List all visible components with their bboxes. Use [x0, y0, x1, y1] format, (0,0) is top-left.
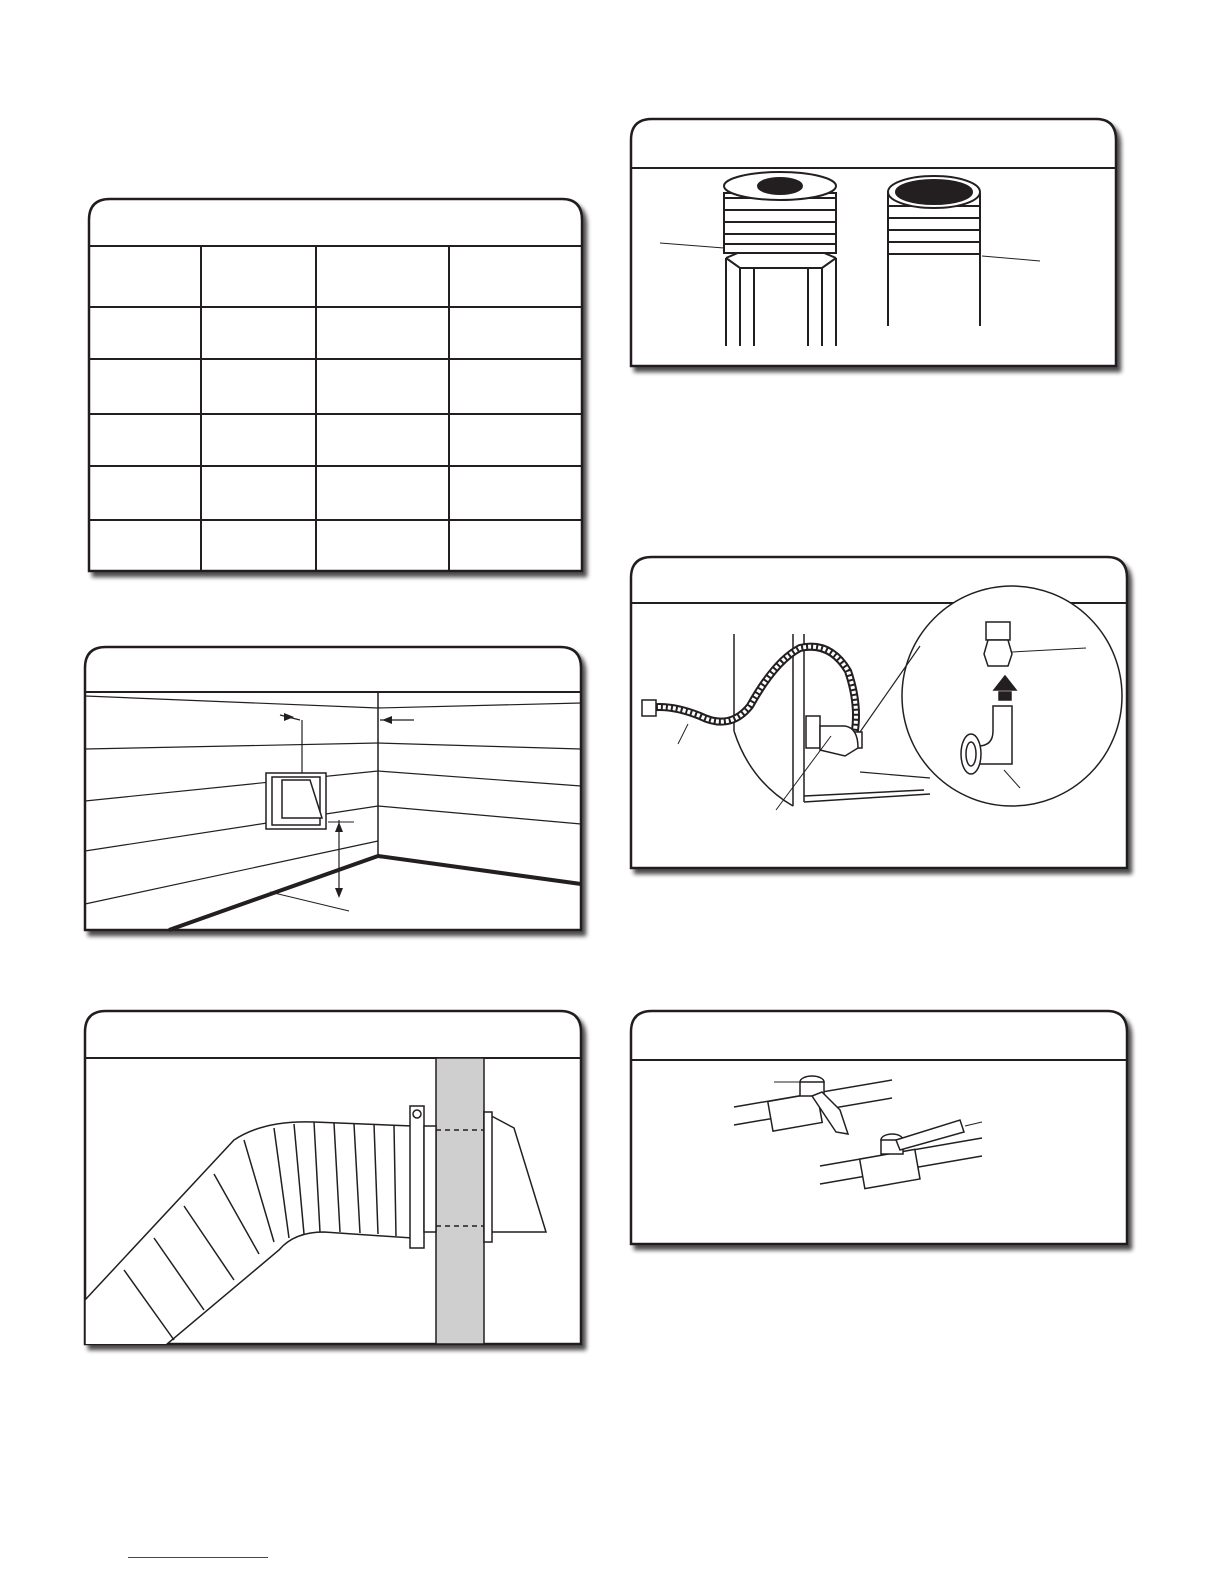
table-cell	[450, 246, 581, 308]
table-cell	[88, 308, 202, 360]
table-cell	[450, 415, 581, 467]
table-cell	[450, 467, 581, 521]
table-cell	[202, 246, 317, 308]
table-cell	[317, 415, 450, 467]
gas-connector-illustration	[630, 556, 1138, 878]
table-cell	[202, 308, 317, 360]
vent-table-grid	[88, 246, 581, 570]
table-cell	[317, 521, 450, 570]
table-cell	[317, 308, 450, 360]
table-cell	[202, 415, 317, 467]
shutoff-valves-panel	[630, 1010, 1138, 1254]
table-cell	[317, 246, 450, 308]
table-cell	[88, 415, 202, 467]
vent-table-panel	[88, 198, 593, 580]
gas-connector-panel	[630, 556, 1138, 878]
table-cell	[450, 360, 581, 415]
table-cell	[202, 360, 317, 415]
table-cell	[202, 467, 317, 521]
table-cell	[202, 521, 317, 570]
table-cell	[450, 308, 581, 360]
pipe-threads-illustration	[630, 118, 1125, 376]
duct-wall-illustration	[84, 1010, 594, 1355]
table-cell	[88, 521, 202, 570]
hood-placement-panel	[84, 646, 594, 940]
shutoff-valves-illustration	[630, 1010, 1138, 1254]
wall-section-icon	[436, 1058, 484, 1344]
vent-hood-icon	[266, 773, 326, 829]
table-cell	[88, 246, 202, 308]
duct-wall-panel	[84, 1010, 594, 1355]
table-cell	[317, 467, 450, 521]
pipe-threads-panel	[630, 118, 1125, 376]
footer-link[interactable]	[128, 1557, 268, 1558]
table-cell	[450, 521, 581, 570]
hood-placement-illustration	[84, 646, 594, 940]
table-cell	[317, 360, 450, 415]
table-cell	[88, 467, 202, 521]
table-cell	[88, 360, 202, 415]
